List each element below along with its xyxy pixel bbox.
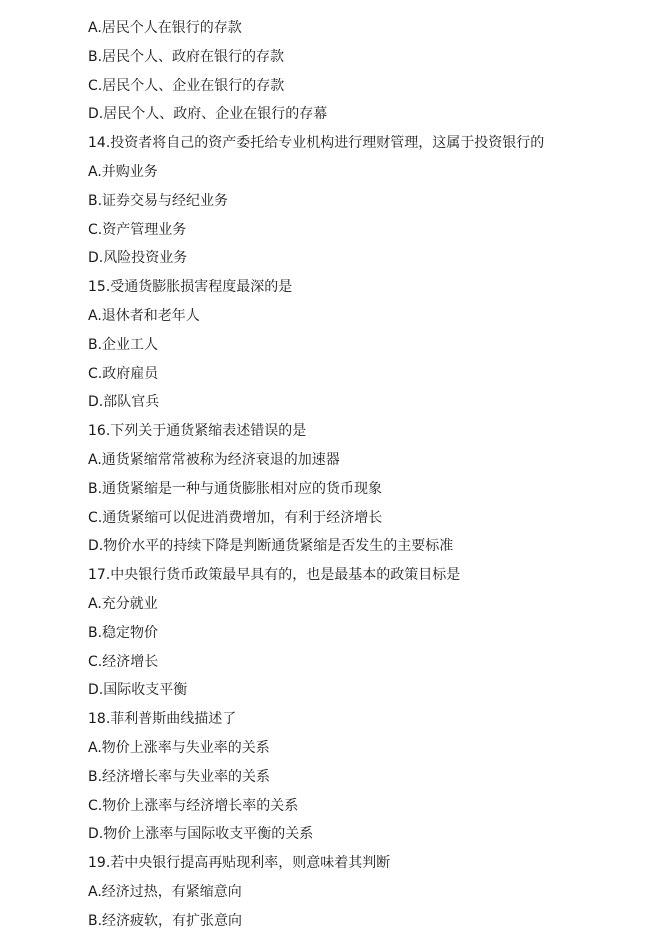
option-line: C.经济增长 — [88, 653, 159, 670]
option-line: D.风险投资业务 — [88, 250, 188, 267]
option-line: D.物价上涨率与国际收支平衡的关系 — [88, 826, 314, 843]
option-line: B.居民个人、政府在银行的存款 — [88, 48, 285, 65]
option-line: C.居民个人、企业在银行的存款 — [88, 77, 285, 94]
question-line: 17.中央银行货币政策最早具有的，也是最基本的政策目标是 — [88, 567, 461, 584]
option-line: C.通货紧缩可以促进消费增加，有利于经济增长 — [88, 509, 383, 526]
option-line: D.国际收支平衡 — [88, 682, 188, 699]
question-line: 18.菲利普斯曲线描述了 — [88, 711, 237, 728]
question-line: 19.若中央银行提高再贴现利率，则意味着其判断 — [88, 855, 391, 872]
question-line: 14.投资者将自己的资产委托给专业机构进行理财管理，这属于投资银行的 — [88, 135, 545, 152]
option-line: D.物价水平的持续下降是判断通货紧缩是否发生的主要标准 — [88, 538, 454, 555]
option-line: A.充分就业 — [88, 595, 158, 612]
option-line: B.证券交易与经纪业务 — [88, 192, 229, 209]
option-line: A.并购业务 — [88, 163, 158, 180]
question-line: 16.下列关于通货紧缩表述错误的是 — [88, 423, 307, 440]
option-line: A.居民个人在银行的存款 — [88, 20, 242, 36]
option-line: A.经济过热，有紧缩意向 — [88, 883, 242, 900]
option-line: D.居民个人、政府、企业在银行的存幕 — [88, 106, 328, 123]
option-line: C.资产管理业务 — [88, 221, 187, 238]
option-line: C.物价上涨率与经济增长率的关系 — [88, 797, 299, 814]
option-line: A.通货紧缩常常被称为经济衰退的加速器 — [88, 451, 340, 468]
option-line: A.退休者和老年人 — [88, 307, 200, 324]
option-line: D.部队官兵 — [88, 394, 160, 411]
option-line: B.通货紧缩是一种与通货膨胀相对应的货币现象 — [88, 480, 383, 497]
option-line: C.政府雇员 — [88, 365, 159, 382]
option-line: B.企业工人 — [88, 336, 159, 353]
option-line: B.经济疲软，有扩张意向 — [88, 912, 243, 929]
document-page — [88, 14, 648, 936]
question-line: 15.受通货膨胀损害程度最深的是 — [88, 279, 293, 296]
option-line: B.经济增长率与失业率的关系 — [88, 768, 271, 785]
option-line: B.稳定物价 — [88, 624, 159, 641]
option-line: A.物价上涨率与失业率的关系 — [88, 739, 270, 756]
